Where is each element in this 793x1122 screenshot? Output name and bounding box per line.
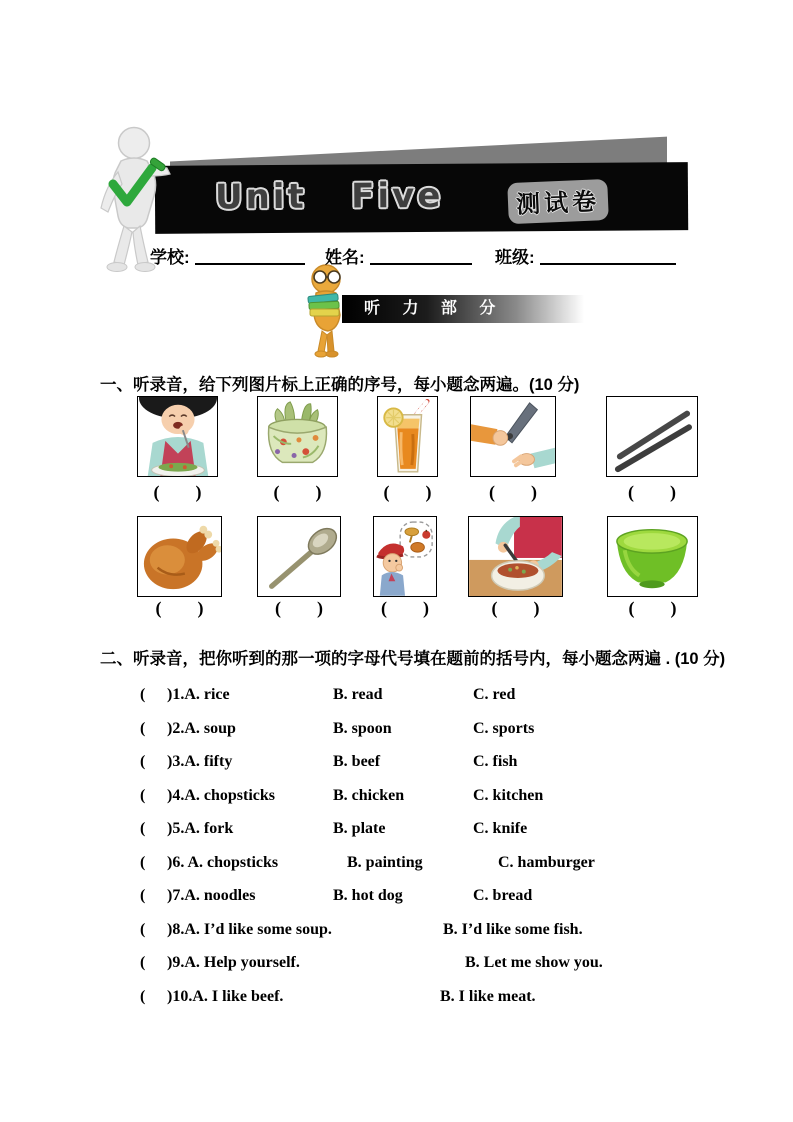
option-a: )4.A. chopsticks [167,786,276,804]
question-row-4 [140,787,780,821]
paren-open: ( [140,920,146,938]
option-c: C. red [473,686,516,703]
question-row-7 [140,887,780,921]
student-info-row [0,243,793,269]
option-b: B. I like meat. [440,987,536,1005]
unit-title: Unit Five [214,175,444,218]
paren-open: ( [140,719,146,737]
picture-passing-knife [470,396,556,477]
paren-open: ( [140,786,146,804]
answer-blank: ( ) [155,598,204,618]
listening-banner-label: 听 力 部 分 [364,300,505,317]
listening-section-banner [342,295,584,323]
option-a: )8.A. I’d like some soup. [167,920,332,938]
juice-glass-icon [378,397,437,476]
option-b: B. Let me show you. [465,954,603,971]
green-bowl-icon [608,517,697,596]
stirring-soup-icon [469,517,562,596]
question-row-1 [140,686,780,720]
section1-heading: 一、听录音，给下列图片标上正确的序号，每小题念两遍。(10 分) [100,376,580,394]
option-a: )7.A. noodles [167,887,256,904]
question-row-10 [140,988,780,1022]
question-row-9 [140,954,780,988]
book-mascot-illustration [296,263,360,359]
option-c: C. kitchen [473,786,544,804]
question-row-8 [140,921,780,955]
woman-eating-salad-icon [138,397,217,476]
paren-open: ( [140,820,146,837]
option-b: B. plate [333,820,386,837]
option-b: B. chicken [333,786,405,804]
roast-chicken-icon [138,517,221,596]
picture-vegetable-bowl [257,396,338,477]
option-b: B. I’d like some fish. [443,920,583,938]
paren-open: ( [140,987,146,1005]
paren-open: ( [140,753,146,770]
section2-heading: 二、听录音，把你听到的那一项的字母代号填在题前的括号内，每小题念两遍 . (10 分) [100,650,726,668]
option-c: C. hamburger [498,853,595,871]
option-a: )9.A. Help yourself. [167,954,300,971]
paren-open: ( [140,686,146,703]
answer-blank: ( ) [275,598,323,618]
option-b: B. hot dog [333,887,403,904]
option-a: )10.A. I like beef. [167,987,284,1005]
dreaming-boy-icon [374,517,436,596]
class-blank-line [540,248,676,265]
answer-blank: ( ) [383,482,432,502]
picture-green-bowl [607,516,698,597]
title-banner [155,162,688,234]
picture-roast-chicken [137,516,222,597]
name-blank-line [370,248,472,265]
knife-hands-icon [471,397,555,476]
answer-blank: ( ) [153,482,202,502]
picture-chopsticks [606,396,698,477]
option-b: B. read [333,686,383,703]
picture-woman-eating-salad [137,396,218,477]
option-b: B. beef [333,753,381,770]
option-c: C. fish [473,753,518,770]
option-c: C. bread [473,887,533,904]
picture-stirring-soup [468,516,563,597]
class-field [495,243,676,268]
option-a: )2.A. soup [167,719,236,737]
option-a: )1.A. rice [167,686,230,703]
option-b: B. painting [347,853,423,871]
answer-blank: ( ) [489,482,537,502]
picture-glass-of-juice [377,396,438,477]
school-blank-line [195,248,305,265]
spoon-icon [258,517,340,596]
school-field [150,243,305,268]
paren-open: ( [140,853,146,871]
question-row-5 [140,820,780,854]
paren-open: ( [140,954,146,971]
option-a: )3.A. fifty [167,753,233,770]
option-b: B. spoon [333,719,392,737]
chopsticks-icon [607,397,697,476]
name-label: 姓名: [325,248,365,267]
answer-blank: ( ) [628,482,676,502]
vegetable-bowl-icon [258,397,337,476]
question-list [140,686,780,1021]
name-field [325,243,472,268]
picture-boy-dreaming-of-food [373,516,437,597]
option-c: C. knife [473,820,528,837]
question-row-6 [140,854,780,888]
option-c: C. sports [473,719,535,737]
question-row-3 [140,753,780,787]
test-paper-badge: 测试卷 [507,179,609,224]
school-label: 学校: [150,248,190,267]
class-label: 班级: [495,248,535,267]
answer-blank: ( ) [381,598,429,618]
answer-blank: ( ) [273,482,322,502]
answer-blank: ( ) [491,598,540,618]
option-a: )5.A. fork [167,820,234,837]
paren-open: ( [140,887,146,904]
option-a: )6. A. chopsticks [167,853,279,871]
answer-blank: ( ) [628,598,677,618]
question-row-2 [140,720,780,754]
picture-spoon [257,516,341,597]
